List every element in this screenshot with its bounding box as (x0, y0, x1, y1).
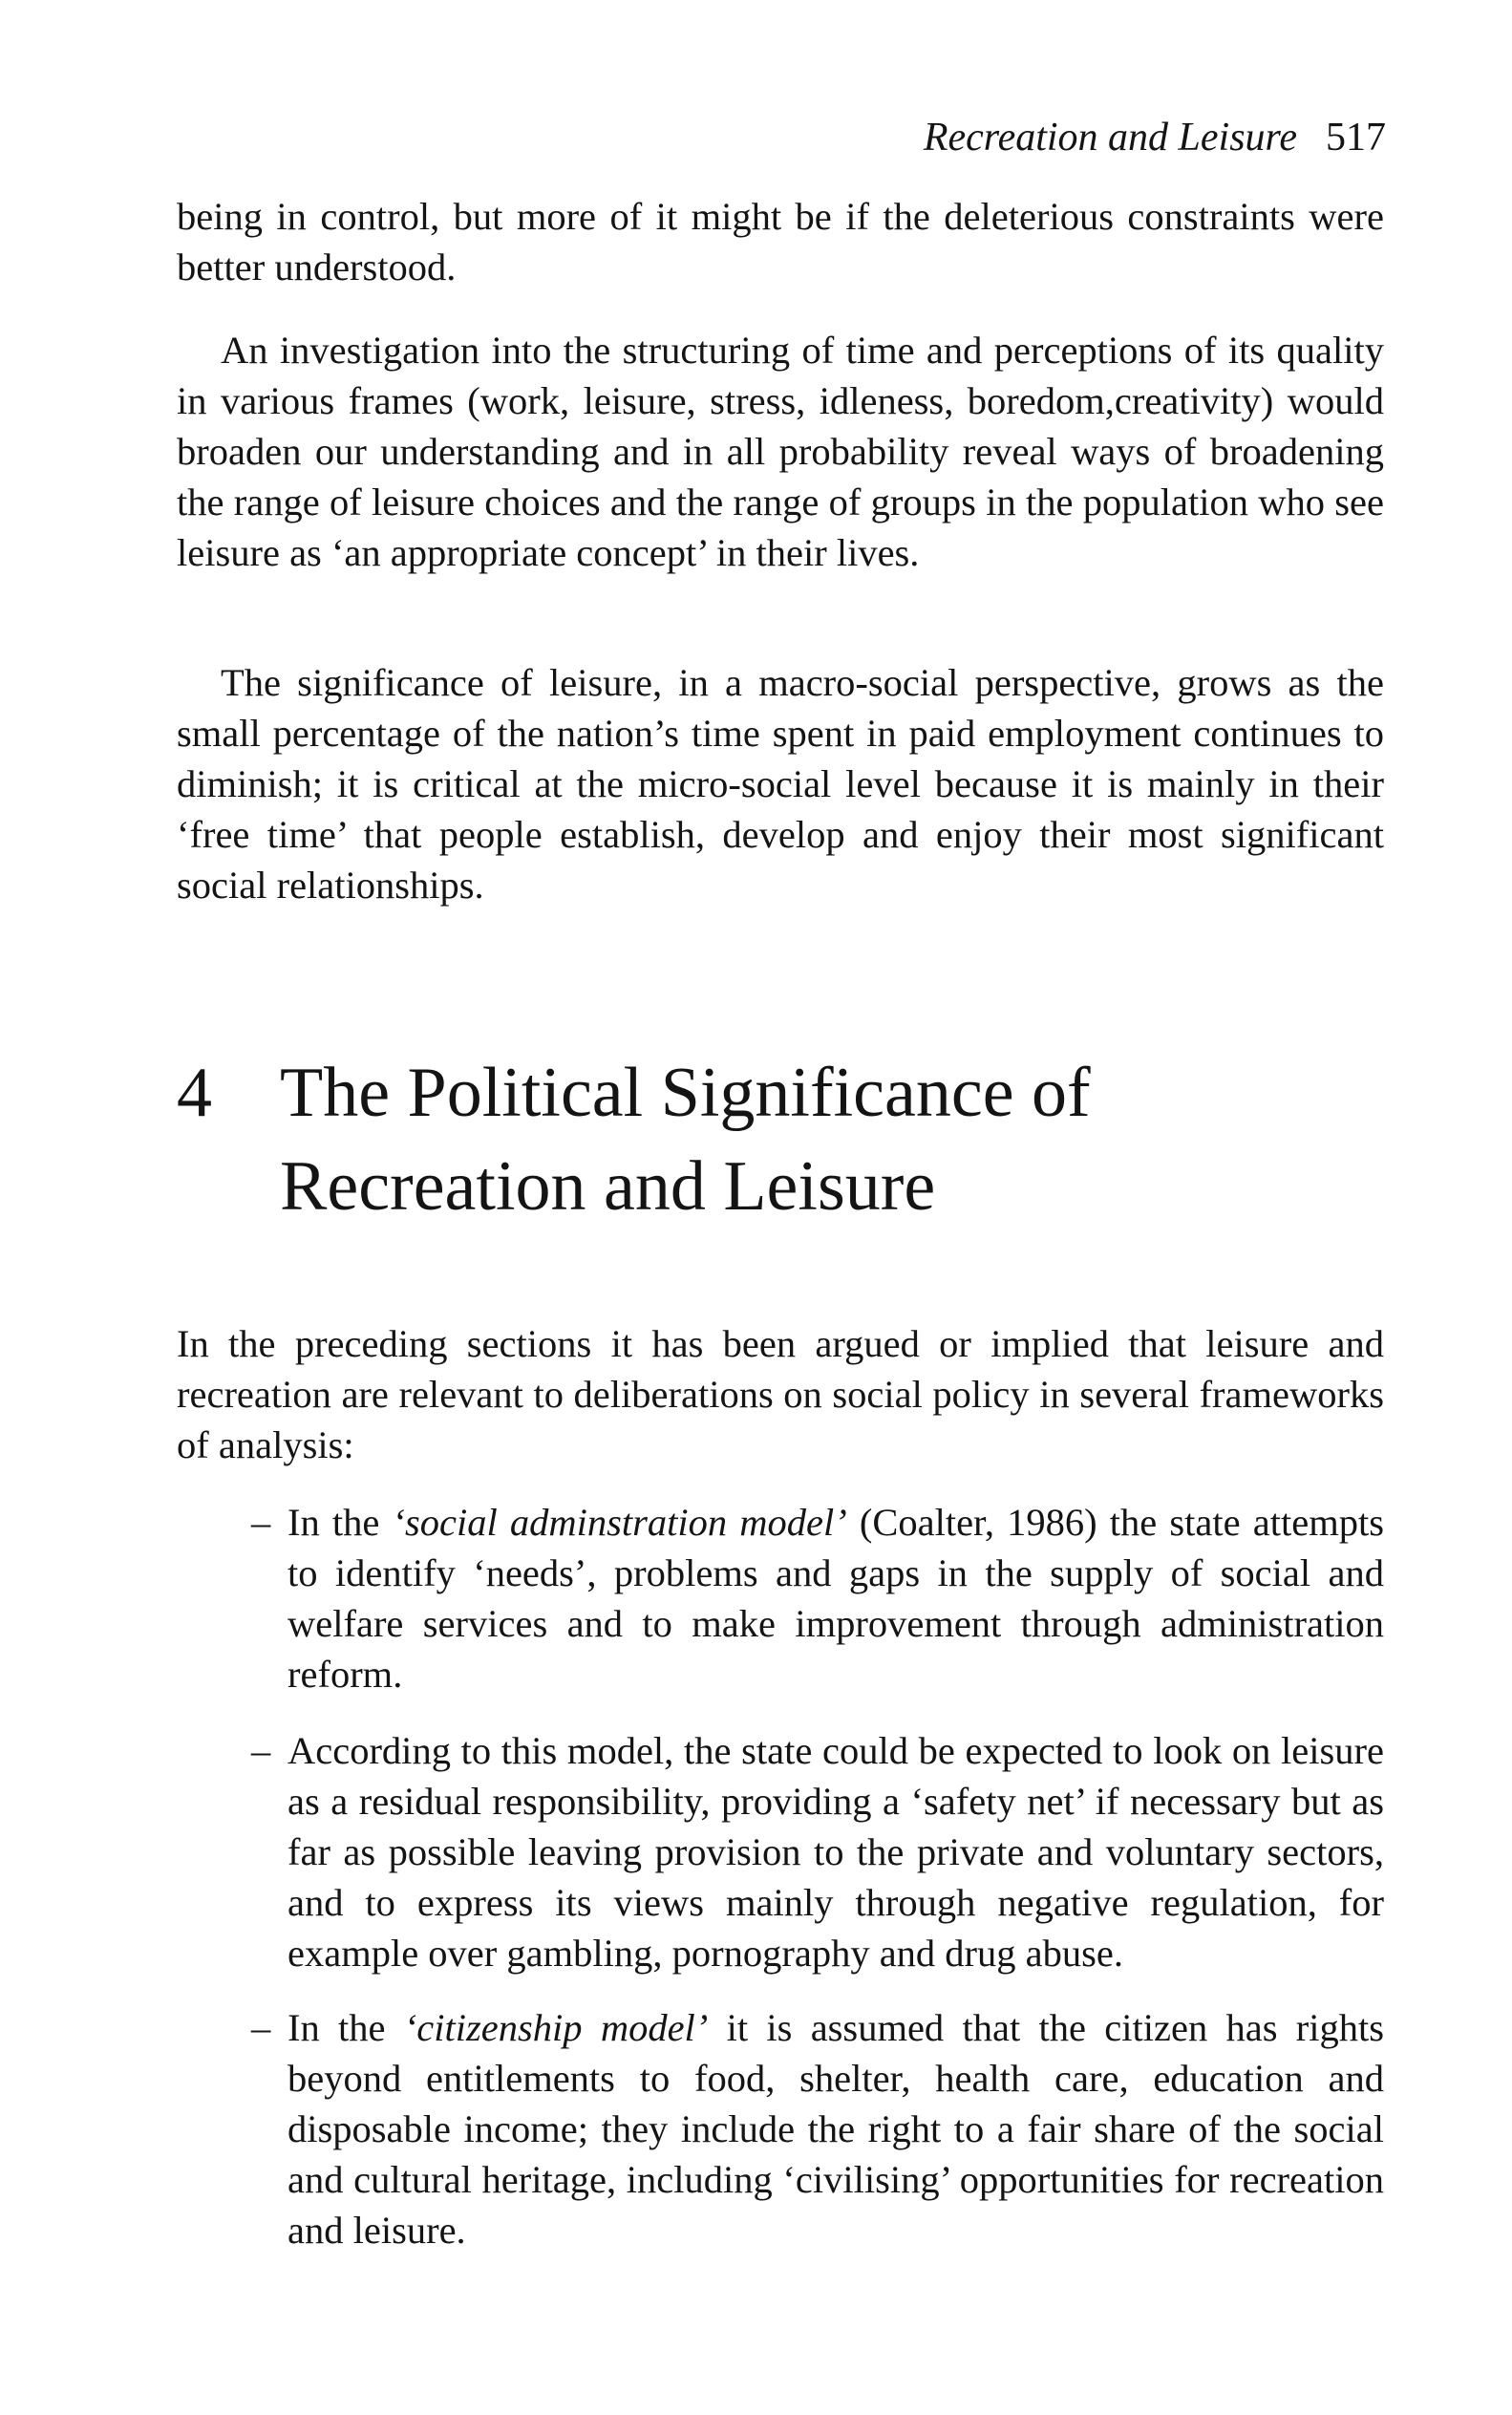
bullet-emphasis: ‘citizenship model’ (403, 2006, 709, 2049)
paragraph-continuation (177, 191, 1384, 292)
list-item (251, 1497, 1384, 1699)
page-number: 517 (1326, 116, 1386, 160)
paragraph-intro (177, 1318, 1384, 1470)
paragraph-investigation (177, 325, 1384, 578)
paragraph-text: An investigation into the structuring of time and perceptions of its quality in various frames (work, leisure, stress, idleness, boredom,creativity) would broaden our understanding and in all probability reveal ways of broadening the range of leisure choices and the range of groups in the population who see leisure as ‘an appropriate concept’ in their lives. (177, 329, 1384, 574)
bullet-text: According to this model, the state could be expected to look on leisure as a residual responsibility, providing a ‘safety net’ if necessary but as far as possible leaving provision to the private and voluntary sectors, and to express its views mainly through negative regulation, for example over gambling, pornography and drug abuse. (287, 1729, 1384, 1975)
section-number: 4 (177, 1054, 212, 1132)
bullet-list-item (251, 2002, 1384, 2255)
section-heading (177, 1046, 1384, 1233)
dash-marker: – (251, 1729, 271, 1772)
bullet-list-item (251, 1497, 1384, 1699)
bullet-emphasis: ‘social adminstration model’ (392, 1501, 847, 1544)
bullet-text-post: (Coalter, 1986) the state attempts to identify ‘needs’, problems and gaps in the supply of social and welfare services and to make improvement through administration reform. (287, 1501, 1384, 1696)
bullet-text-post: it is assumed that the citizen has rights beyond entitlements to food, shelter, health care, education and disposable income; they include the right to a fair share of the social and cultural heritage, including ‘civilising’ opportunities for recreation and leisure. (287, 2006, 1385, 2252)
running-head (924, 113, 1386, 162)
dash-marker: – (251, 1501, 271, 1544)
list-item (251, 2002, 1384, 2255)
section-title: The Political Significance of Recreation and Leisure (280, 1054, 1091, 1226)
paragraph-text: being in control, but more of it might be if the deleterious constraints were better understood. (177, 195, 1384, 289)
paragraph-text: In the preceding sections it has been argued or implied that leisure and recreation are relevant to deliberations on social policy in several frameworks of analysis: (177, 1322, 1384, 1466)
paragraph-significance (177, 657, 1384, 910)
paragraph-text: The significance of leisure, in a macro-social perspective, grows as the small percentage of the nation’s time spent in paid employment continues to diminish; it is critical at the micro-social level because it is mainly in their ‘free time’ that people establish, develop and enjoy their most significant social relationships. (177, 661, 1384, 907)
list-item (251, 1725, 1384, 1978)
bullet-text-pre: In the (287, 1501, 393, 1544)
bullet-list-item (251, 1725, 1384, 1978)
bullet-text-pre: In the (287, 2006, 404, 2049)
dash-marker: – (251, 2006, 271, 2049)
running-head-title: Recreation and Leisure (923, 116, 1297, 160)
